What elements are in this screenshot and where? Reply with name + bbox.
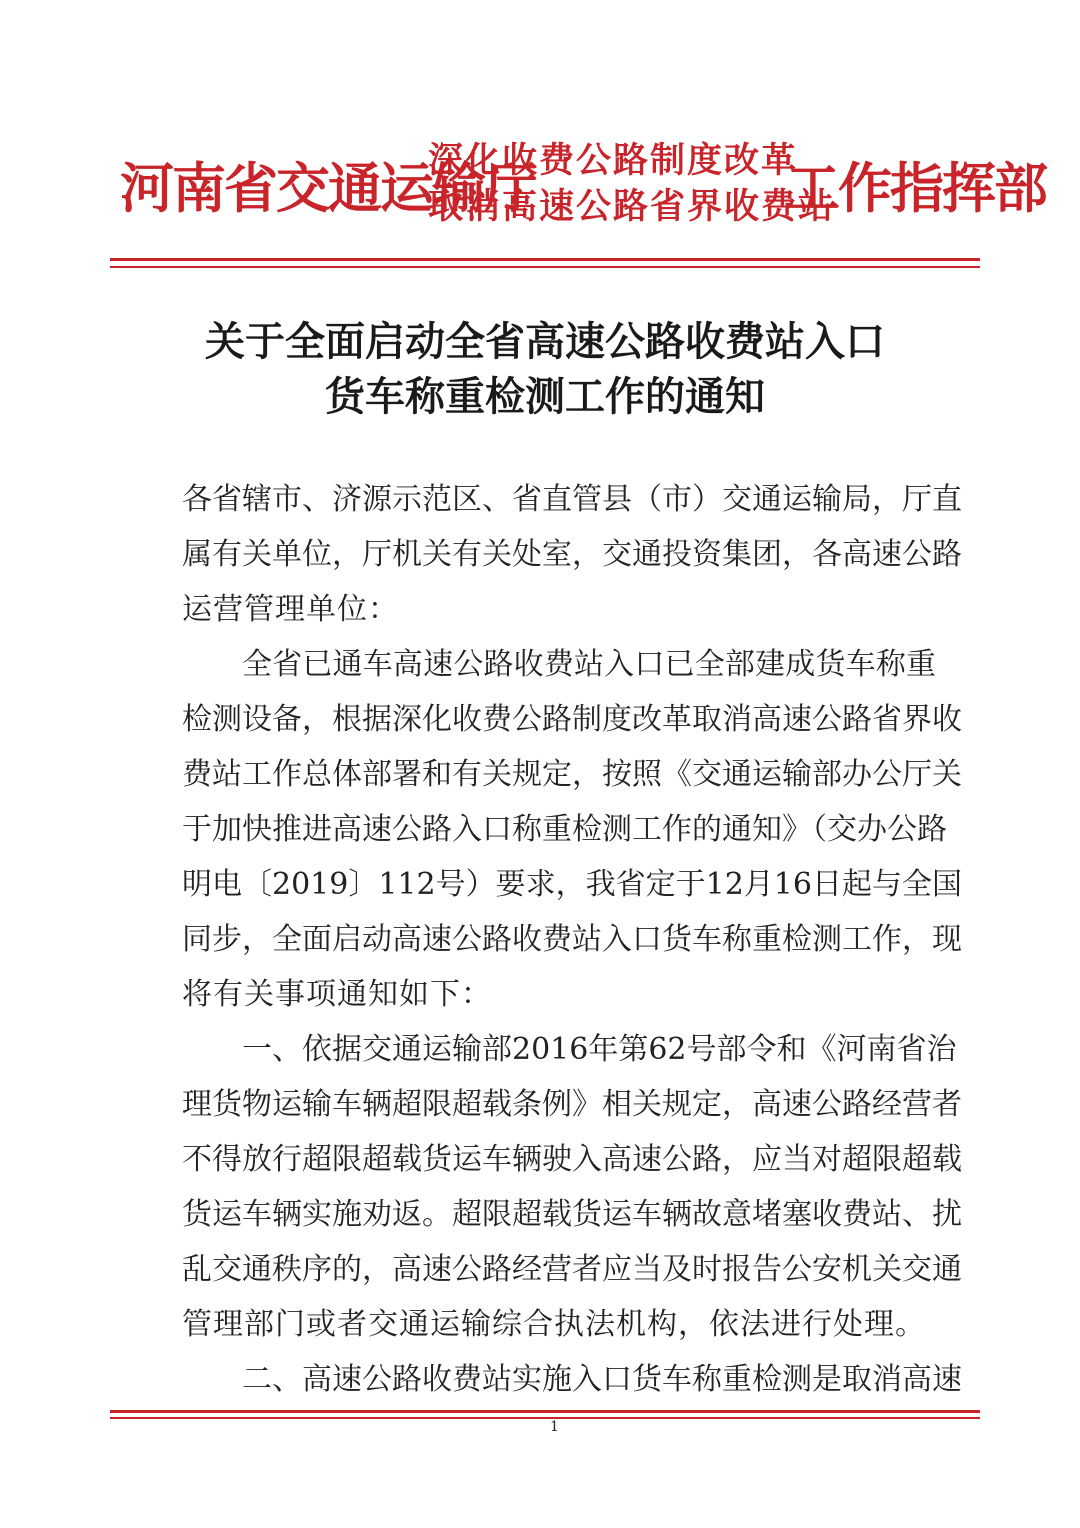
body-line: 不得放行超限超载货运车辆驶入高速公路，应当对超限超载 bbox=[182, 1142, 962, 1177]
body-line: 各省辖市、济源示范区、省直管县（市）交通运输局，厅直 bbox=[182, 482, 962, 517]
body-line: 二、高速公路收费站实施入口货车称重检测是取消高速 bbox=[242, 1362, 962, 1397]
body-line: 一、依据交通运输部2016年第62号部令和《河南省治 bbox=[242, 1032, 957, 1067]
body-line: 检测设备，根据深化收费公路制度改革取消高速公路省界收 bbox=[182, 702, 962, 737]
letterhead-org-right: 工作指挥部 bbox=[786, 156, 1046, 220]
footer-rule-thick bbox=[110, 1410, 980, 1413]
body-line: 费站工作总体部署和有关规定，按照《交通运输部办公厅关 bbox=[182, 757, 962, 792]
letterhead bbox=[110, 138, 1046, 238]
letterhead-mid-line2: 取消高速公路省界收费站 bbox=[428, 186, 836, 227]
document-title-line2: 货车称重检测工作的通知 bbox=[325, 373, 765, 420]
body-line: 明电〔2019〕112号）要求，我省定于12月16日起与全国 bbox=[182, 867, 962, 902]
header-rule-thin bbox=[110, 266, 980, 268]
body-line: 乱交通秩序的，高速公路经营者应当及时报告公安机关交通 bbox=[182, 1252, 962, 1287]
body-line: 管理部门或者交通运输综合执法机构，依法进行处理。 bbox=[182, 1307, 926, 1342]
header-rule-thick bbox=[110, 258, 980, 261]
letterhead-org-left: 河南省交通运输厅 bbox=[120, 156, 536, 220]
footer-rule-thin bbox=[110, 1417, 980, 1419]
body-line: 货运车辆实施劝返。超限超载货运车辆故意堵塞收费站、扰 bbox=[182, 1197, 962, 1232]
body-line: 全省已通车高速公路收费站入口已全部建成货车称重 bbox=[242, 647, 936, 682]
letterhead-mid-line1: 深化收费公路制度改革 bbox=[428, 140, 799, 181]
letterhead-org-mid bbox=[428, 138, 835, 230]
page-number: 1 bbox=[550, 1419, 559, 1435]
body-line: 于加快推进高速公路入口称重检测工作的通知》（交办公路 bbox=[182, 812, 947, 847]
body-line: 同步，全面启动高速公路收费站入口货车称重检测工作，现 bbox=[182, 922, 962, 957]
body-line: 理货物运输车辆超限超载条例》相关规定，高速公路经营者 bbox=[182, 1087, 962, 1122]
body-line: 运营管理单位： bbox=[182, 592, 399, 627]
body-line: 属有关单位，厅机关有关处室，交通投资集团，各高速公路 bbox=[182, 537, 962, 572]
document-title-line1: 关于全面启动全省高速公路收费站入口 bbox=[205, 318, 885, 365]
body-line: 将有关事项通知如下： bbox=[182, 977, 492, 1012]
